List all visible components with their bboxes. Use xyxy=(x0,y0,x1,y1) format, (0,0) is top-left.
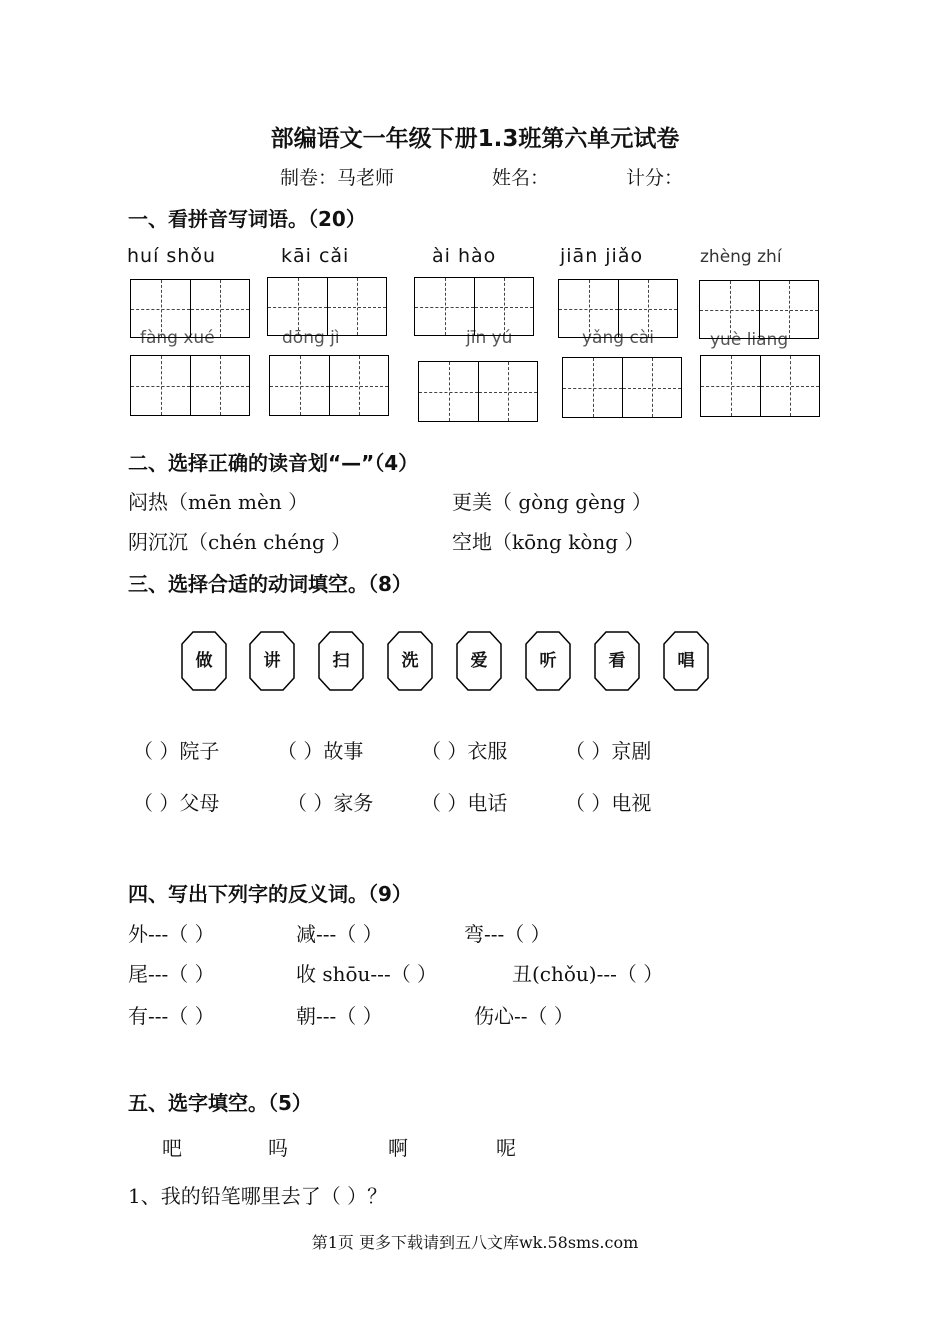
choice-char: 呢 xyxy=(496,1136,516,1160)
pinyin-2: kāi cǎi xyxy=(281,245,350,267)
pinyin-7: dōng jì xyxy=(282,328,340,348)
section-1-heading: 一、看拼音写词语。（20） xyxy=(128,207,366,231)
writing-grid[interactable] xyxy=(267,277,387,336)
choice-char: 啊 xyxy=(388,1136,408,1160)
choice-char: 吗 xyxy=(268,1136,288,1160)
verb-badge: 讲 xyxy=(249,631,295,691)
verb-badge: 看 xyxy=(594,631,640,691)
page-footer: 第1页 更多下载请到五八文库wk.58sms.com xyxy=(311,1233,639,1252)
verb-badge: 唱 xyxy=(663,631,709,691)
writing-grid[interactable] xyxy=(414,277,534,336)
writing-grid[interactable] xyxy=(558,279,678,338)
reading-item: 空地（kōng kòng ） xyxy=(452,530,645,554)
antonym-item[interactable]: 收 shōu---（ ） xyxy=(296,962,438,986)
reading-item: 闷热（mēn mèn ） xyxy=(128,490,309,514)
fill-blank[interactable]: （ ）家务 xyxy=(287,791,374,815)
antonym-item[interactable]: 伤心--（ ） xyxy=(474,1004,574,1028)
pinyin-3: ài hào xyxy=(432,245,497,267)
pinyin-5: zhèng zhí xyxy=(700,247,782,267)
fill-blank[interactable]: （ ）京剧 xyxy=(565,739,652,763)
fill-blank[interactable]: （ ）电话 xyxy=(421,791,508,815)
writing-grid[interactable] xyxy=(130,355,250,416)
pinyin-6: fàng xué xyxy=(140,328,215,348)
writing-grid[interactable] xyxy=(700,355,820,417)
antonym-item[interactable]: 朝---（ ） xyxy=(296,1004,383,1028)
author-label: 制卷：马老师 xyxy=(280,167,395,189)
pinyin-8: jīn yú xyxy=(466,328,513,348)
writing-grid[interactable] xyxy=(699,280,819,339)
antonym-item[interactable]: 弯---（ ） xyxy=(464,922,551,946)
fill-blank[interactable]: （ ）父母 xyxy=(133,791,220,815)
reading-item: 阴沉沉（chén chéng ） xyxy=(128,530,352,554)
antonym-item[interactable]: 丑(chǒu)---（ ） xyxy=(512,962,664,986)
verb-badge: 扫 xyxy=(318,631,364,691)
pinyin-1: huí shǒu xyxy=(127,245,217,267)
pinyin-4: jiān jiǎo xyxy=(560,245,644,267)
pinyin-9: yǎng cài xyxy=(582,328,654,348)
reading-item: 更美（ gòng gèng ） xyxy=(452,490,652,514)
fill-blank[interactable]: （ ）院子 xyxy=(133,739,220,763)
verb-badge: 做 xyxy=(181,631,227,691)
antonym-item[interactable]: 减---（ ） xyxy=(296,922,383,946)
question-1[interactable]: 1、我的铅笔哪里去了（ ）？ xyxy=(128,1184,388,1208)
section-3-heading: 三、选择合适的动词填空。（8） xyxy=(128,572,412,596)
fill-blank[interactable]: （ ）电视 xyxy=(565,791,652,815)
writing-grid[interactable] xyxy=(269,355,389,416)
section-2-heading: 二、选择正确的读音划“—”（4） xyxy=(128,451,419,475)
writing-grid[interactable] xyxy=(418,361,538,422)
antonym-item[interactable]: 尾---（ ） xyxy=(128,962,215,986)
fill-blank[interactable]: （ ）衣服 xyxy=(421,739,508,763)
verb-badge: 听 xyxy=(525,631,571,691)
pinyin-10: yuè liang xyxy=(710,330,789,350)
name-label: 姓名： xyxy=(492,167,550,189)
section-4-heading: 四、写出下列字的反义词。（9） xyxy=(128,882,412,906)
verb-badge: 爱 xyxy=(456,631,502,691)
writing-grid[interactable] xyxy=(130,279,250,338)
writing-grid[interactable] xyxy=(562,357,682,418)
section-5-heading: 五、选字填空。（5） xyxy=(128,1091,312,1115)
verb-badge: 洗 xyxy=(387,631,433,691)
choice-char: 吧 xyxy=(162,1136,182,1160)
score-label: 计分： xyxy=(626,167,684,189)
page-title: 部编语文一年级下册1.3班第六单元试卷 xyxy=(270,126,680,152)
antonym-item[interactable]: 外---（ ） xyxy=(128,922,215,946)
antonym-item[interactable]: 有---（ ） xyxy=(128,1004,215,1028)
fill-blank[interactable]: （ ）故事 xyxy=(277,739,364,763)
